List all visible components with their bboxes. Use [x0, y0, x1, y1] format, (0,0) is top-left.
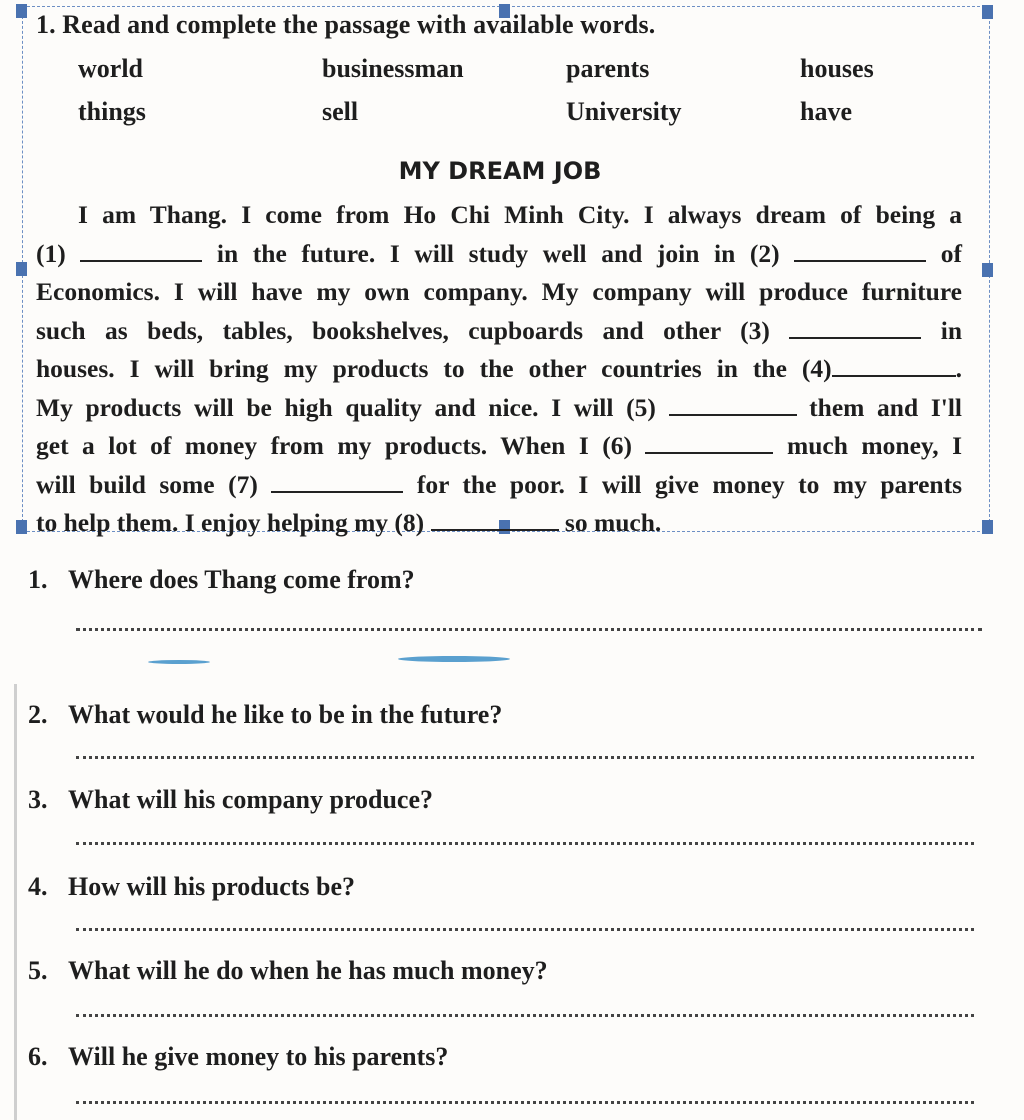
blank-8[interactable] [431, 507, 559, 531]
passage-text: for the poor. I will give money to my parents [416, 469, 963, 499]
answer-line-3[interactable] [76, 842, 974, 845]
scan-mark [398, 656, 510, 662]
question-number: 4. [28, 872, 48, 901]
passage-title: MY DREAM JOB [398, 157, 602, 185]
scan-mark [148, 660, 210, 664]
passage-line [36, 504, 962, 543]
blank-3[interactable] [789, 315, 921, 339]
question-text: What would he like to be in the future? [68, 700, 503, 729]
blank-2[interactable] [794, 238, 926, 262]
resize-handle-bottom-right[interactable] [982, 520, 993, 534]
question-number: 3. [28, 785, 48, 814]
passage-text: much money, I [786, 431, 963, 460]
passage-text: so much. [564, 508, 662, 537]
question-1 [28, 565, 415, 595]
word-bank-item: businessman [322, 54, 464, 83]
question-text: What will he do when he has much money? [68, 956, 548, 985]
question-3 [28, 785, 433, 815]
question-number: 1. [28, 565, 48, 594]
resize-handle-top-left[interactable] [16, 4, 27, 18]
passage-line [36, 235, 962, 274]
resize-handle-middle-right[interactable] [982, 263, 993, 277]
question-5 [28, 956, 548, 986]
passage-text: get a lot of money from my products. When I (6) [36, 431, 632, 460]
passage-line [36, 427, 962, 466]
passage-line [36, 273, 962, 312]
passage-text: Economics. I will have my own company. My company will produce furniture [36, 277, 962, 306]
question-number: 2. [28, 700, 48, 729]
question-text: What will his company produce? [68, 785, 434, 814]
passage-body [36, 196, 962, 543]
answer-line-6[interactable] [76, 1101, 974, 1104]
resize-handle-top-right[interactable] [982, 5, 993, 19]
scan-gap [0, 648, 1024, 684]
passage-text: them and I'll [809, 392, 963, 422]
question-number: 5. [28, 956, 48, 985]
passage-line [36, 350, 962, 389]
question-4 [28, 872, 355, 902]
resize-handle-middle-left[interactable] [16, 262, 27, 276]
passage-text: such as beds, tables, bookshelves, cupboards and other (3) [36, 315, 770, 345]
passage-text: My products will be high quality and nice. I will (5) [36, 392, 656, 422]
answer-line-5[interactable] [76, 1014, 974, 1017]
passage-text: of [940, 238, 963, 268]
blank-6[interactable] [645, 430, 773, 454]
passage-text: houses. I will bring my products to the other countries in the (4) [36, 354, 832, 383]
answer-line-1[interactable] [76, 628, 982, 631]
blank-7[interactable] [271, 469, 403, 493]
passage-text: (1) [36, 238, 66, 268]
question-text: How will his products be? [68, 872, 356, 901]
passage-line [36, 312, 962, 351]
word-bank-item: things [78, 97, 146, 126]
question-2 [28, 700, 502, 730]
blank-1[interactable] [80, 238, 202, 262]
word-bank-item: world [78, 54, 143, 83]
question-text: Will he give money to his parents? [68, 1042, 449, 1071]
question-6 [28, 1042, 448, 1072]
word-bank-item: houses [800, 54, 874, 83]
resize-handle-bottom-left[interactable] [16, 520, 27, 534]
blank-5[interactable] [669, 392, 797, 416]
answer-line-4[interactable] [76, 928, 974, 931]
question-text: Where does Thang come from? [68, 565, 415, 594]
passage-line [36, 196, 962, 235]
answer-line-2[interactable] [76, 756, 974, 759]
question-number: 6. [28, 1042, 48, 1071]
passage-text: in the future. I will study well and join in (2) [216, 238, 780, 268]
passage-line [36, 389, 962, 428]
blank-4[interactable] [832, 353, 956, 377]
passage-text: . [955, 354, 962, 383]
word-bank-item: have [800, 97, 852, 126]
word-bank-item: sell [322, 97, 359, 126]
word-bank-item: University [566, 97, 682, 126]
passage-text: to help them. I enjoy helping my (8) [36, 508, 425, 537]
passage-text: I am Thang. I come from Ho Chi Minh City. I always dream of being a [78, 200, 962, 229]
word-bank-item: parents [566, 54, 650, 83]
passage-text: will build some (7) [36, 469, 258, 499]
exercise-heading: 1. Read and complete the passage with available words. [36, 10, 656, 39]
passage-text: in [940, 315, 963, 345]
passage-line [36, 466, 962, 505]
